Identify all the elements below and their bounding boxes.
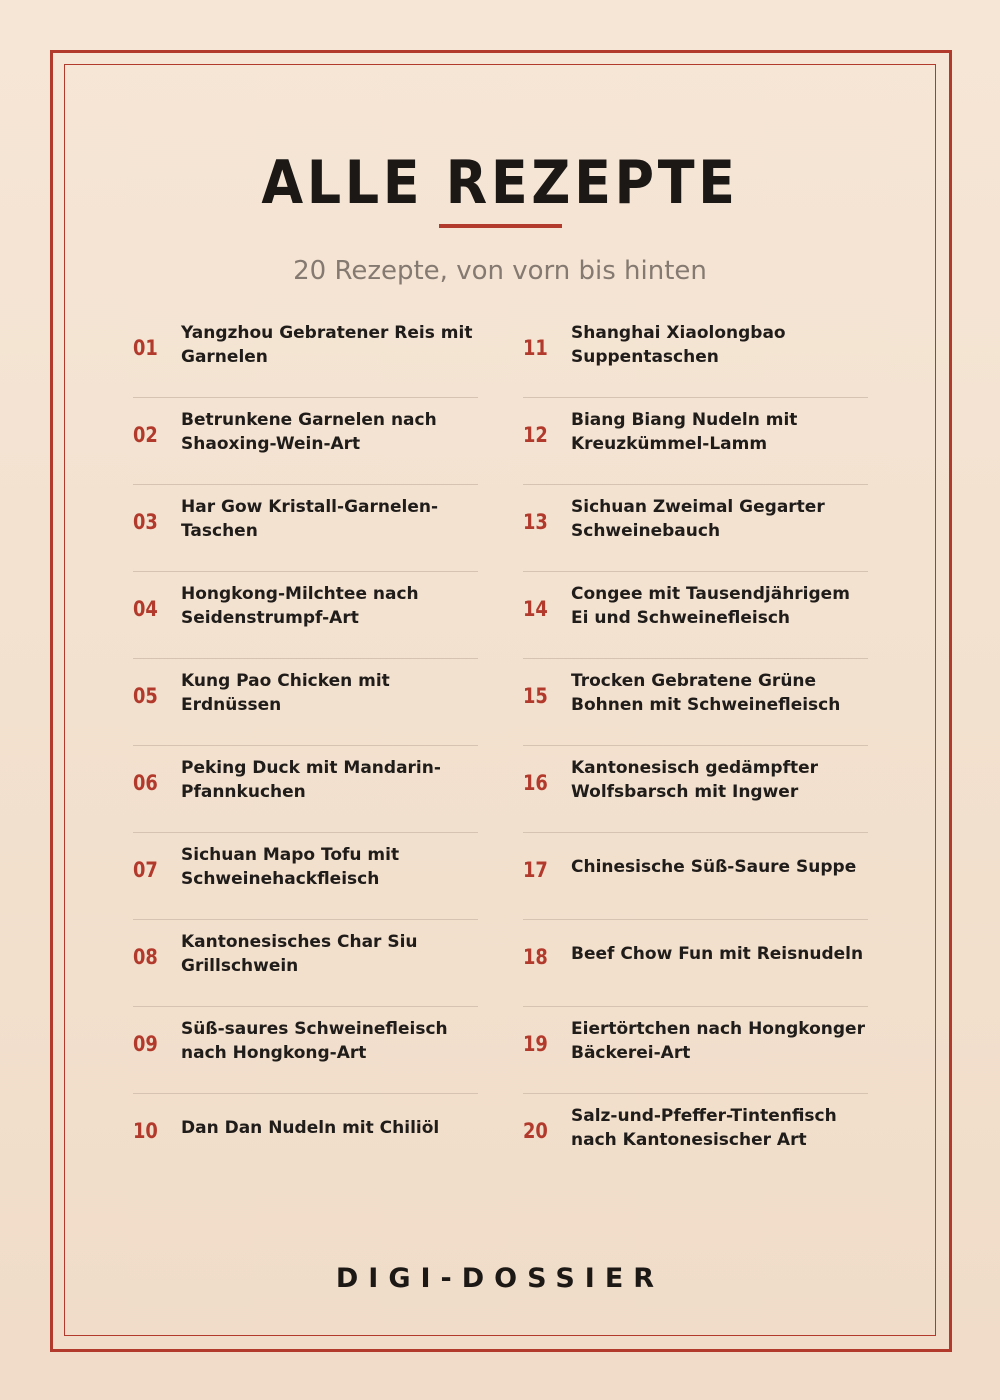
recipe-name-wrap — [181, 925, 481, 983]
recipe-number: 13 — [523, 510, 548, 534]
recipe-name-wrap — [181, 751, 481, 809]
recipe-item[interactable] — [133, 1093, 478, 1180]
recipe-name-wrap — [571, 925, 871, 983]
recipe-name: Chinesische Süß-Saure Suppe — [571, 857, 857, 877]
recipe-name-wrap — [571, 316, 871, 374]
recipe-name: Har Gow Kristall-Garnelen-Taschen — [181, 497, 439, 541]
recipe-name-wrap — [571, 664, 871, 722]
recipe-name: Biang Biang Nudeln mit Kreuzkümmel-Lamm — [571, 410, 798, 454]
recipe-name: Kantonesisches Char Siu Grillschwein — [181, 932, 418, 976]
recipe-name: Congee mit Tausendjährigem Ei und Schweinefleisch — [571, 584, 850, 628]
recipe-number: 08 — [133, 945, 158, 969]
recipe-name: Betrunkene Garnelen nach Shaoxing-Wein-Art — [181, 410, 437, 454]
recipe-item[interactable] — [523, 397, 868, 484]
page-title: ALLE REZEPTE — [261, 148, 739, 218]
recipe-item[interactable] — [523, 484, 868, 571]
recipe-item[interactable] — [133, 310, 478, 397]
recipe-name: Kantonesisch gedämpfter Wolfsbarsch mit Ingwer — [571, 758, 819, 802]
recipe-item[interactable] — [133, 571, 478, 658]
recipe-number: 07 — [133, 858, 158, 882]
recipe-name-wrap — [571, 1099, 871, 1157]
recipe-name-wrap — [571, 751, 871, 809]
recipe-item[interactable] — [523, 310, 868, 397]
recipe-name-wrap — [571, 838, 871, 896]
recipe-item[interactable] — [523, 832, 868, 919]
recipe-item[interactable] — [133, 919, 478, 1006]
recipe-name-wrap — [181, 490, 481, 548]
recipe-number: 04 — [133, 597, 158, 621]
recipe-number: 01 — [133, 336, 158, 360]
recipe-name-wrap — [571, 577, 871, 635]
recipe-number: 12 — [523, 423, 548, 447]
recipe-item[interactable] — [523, 745, 868, 832]
recipe-item[interactable] — [523, 919, 868, 1006]
recipe-item[interactable] — [133, 745, 478, 832]
recipe-item[interactable] — [133, 832, 478, 919]
recipe-item[interactable] — [523, 658, 868, 745]
recipe-number: 15 — [523, 684, 548, 708]
recipe-name: Salz-und-Pfeffer-Tintenfisch nach Kantonesischer Art — [571, 1106, 837, 1150]
recipe-name-wrap — [181, 1012, 481, 1070]
recipe-name-wrap — [571, 490, 871, 548]
recipe-item[interactable] — [523, 1006, 868, 1093]
brand-footer: DIGI-DOSSIER — [335, 1263, 665, 1294]
recipe-name: Eiertörtchen nach Hongkonger Bäckerei-Art — [571, 1019, 865, 1063]
recipe-name: Beef Chow Fun mit Reisnudeln — [571, 944, 864, 964]
recipe-name: Sichuan Zweimal Gegarter Schweinebauch — [571, 497, 825, 541]
recipe-item[interactable] — [133, 658, 478, 745]
recipe-item[interactable] — [133, 484, 478, 571]
recipe-name: Yangzhou Gebratener Reis mit Garnelen — [181, 323, 473, 367]
recipe-list-right — [523, 310, 868, 1180]
recipe-number: 02 — [133, 423, 158, 447]
recipe-name-wrap — [181, 664, 481, 722]
recipe-name-wrap — [181, 577, 481, 635]
recipe-name: Trocken Gebratene Grüne Bohnen mit Schweinefleisch — [571, 671, 841, 715]
recipe-number: 11 — [523, 336, 548, 360]
recipe-name: Shanghai Xiaolongbao Suppentaschen — [571, 323, 786, 367]
recipe-number: 14 — [523, 597, 548, 621]
recipe-number: 20 — [523, 1119, 548, 1143]
recipe-item[interactable] — [523, 571, 868, 658]
recipe-name-wrap — [181, 838, 481, 896]
title-underline — [439, 224, 562, 228]
recipe-name: Süß-saures Schweinefleisch nach Hongkong-Art — [181, 1019, 448, 1063]
page-subtitle: 20 Rezepte, von vorn bis hinten — [293, 256, 707, 286]
recipe-name: Peking Duck mit Mandarin-Pfannkuchen — [181, 758, 441, 802]
recipe-name-wrap — [571, 1012, 871, 1070]
recipe-number: 18 — [523, 945, 548, 969]
recipe-number: 16 — [523, 771, 548, 795]
recipe-number: 06 — [133, 771, 158, 795]
recipe-number: 09 — [133, 1032, 158, 1056]
recipe-name-wrap — [181, 316, 481, 374]
recipe-number: 10 — [133, 1119, 158, 1143]
recipe-item[interactable] — [523, 1093, 868, 1180]
recipe-item[interactable] — [133, 397, 478, 484]
recipe-name: Kung Pao Chicken mit Erdnüssen — [181, 671, 390, 715]
recipe-item[interactable] — [133, 1006, 478, 1093]
recipe-name-wrap — [181, 403, 481, 461]
recipe-name-wrap — [181, 1099, 481, 1157]
recipe-number: 05 — [133, 684, 158, 708]
recipe-name: Sichuan Mapo Tofu mit Schweinehackfleisch — [181, 845, 400, 889]
recipe-number: 03 — [133, 510, 158, 534]
recipe-list-left — [133, 310, 478, 1180]
recipe-name: Hongkong-Milchtee nach Seidenstrumpf-Art — [181, 584, 419, 628]
recipe-number: 19 — [523, 1032, 548, 1056]
recipe-name-wrap — [571, 403, 871, 461]
recipe-number: 17 — [523, 858, 548, 882]
recipe-name: Dan Dan Nudeln mit Chiliöl — [181, 1118, 440, 1138]
